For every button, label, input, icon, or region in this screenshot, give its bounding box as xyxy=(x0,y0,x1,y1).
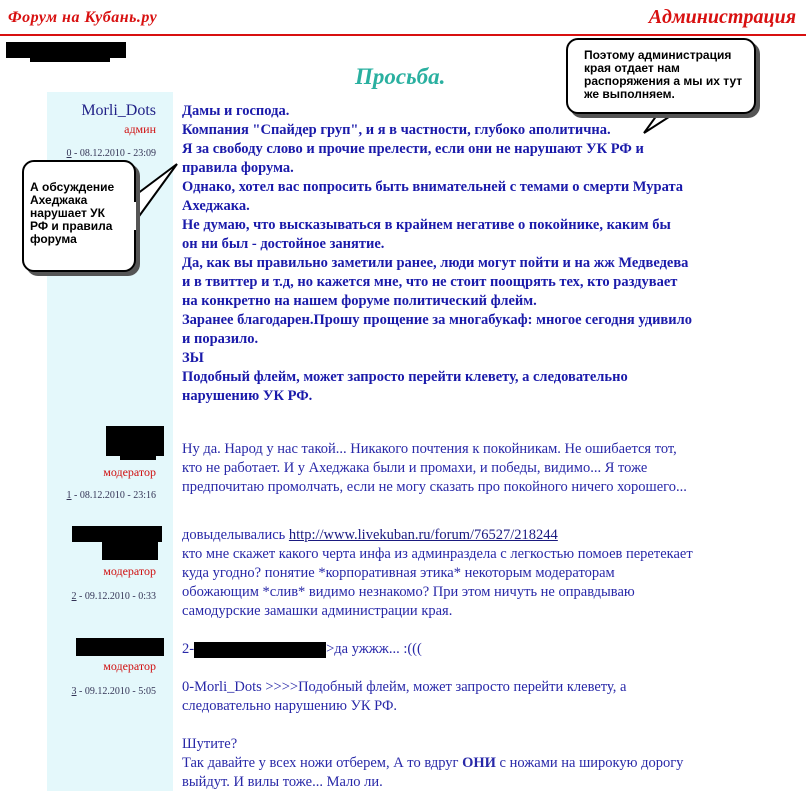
post-line: Я за свободу слово и прочие прелести, если они не нарушают УК РФ и xyxy=(182,141,644,157)
post-line: Не думаю, что высказываться в крайнем негативе о покойнике, каким бы xyxy=(182,217,671,233)
post-author-name[interactable]: Morli_Dots xyxy=(81,102,156,119)
post-number-link[interactable]: 1 xyxy=(66,490,72,501)
post-body xyxy=(182,440,782,497)
annotation-callout-top xyxy=(566,38,756,114)
post-line: Компания "Спайдер груп", и я в частности, глубоко аполитична. xyxy=(182,122,611,138)
post-date: 08.12.2010 - 23:16 xyxy=(79,490,156,501)
annotation-text: Поэтому администрация края отдает нам распоряжения а мы их тут же выполняем. xyxy=(584,48,743,101)
post-author-role: модератор xyxy=(103,659,156,673)
post-line: самодурские замашки администрации края. xyxy=(182,603,453,619)
quote-prefix: 2- xyxy=(182,641,195,657)
post-line: нарушению УК РФ. xyxy=(182,388,313,404)
reply-line: Шутите? xyxy=(182,736,238,752)
post-date: 08.12.2010 - 23:09 xyxy=(79,148,156,159)
post-body xyxy=(182,526,782,621)
post-line: Ахеджака. xyxy=(182,198,250,214)
redacted-author-name xyxy=(76,638,164,656)
post-line: Подобный флейм, может запросто перейти клевету, а следовательно xyxy=(182,369,628,385)
post-line: Да, как вы правильно заметили ранее, люди могут пойти и на жж Медведева xyxy=(182,255,689,271)
post-line: кто мне скажет какого черта инфа из админраздела с легкостью помоев перетекает xyxy=(182,546,693,562)
post-line: Заранее благодарен.Прошу прощение за многабукаф: многое сегодня удивило xyxy=(182,312,692,328)
header-divider xyxy=(0,34,806,36)
annotation-text: А обсуждение Ахеджака нарушает УК РФ и правила форума xyxy=(30,180,115,246)
redaction-block xyxy=(30,54,110,62)
post-line: кто не работает. И у Ахеджака были и промахи, и победы, видимо... Я тоже xyxy=(182,460,648,476)
redacted-author-name xyxy=(102,540,158,560)
post-meta: 2 - 09.12.2010 - 0:33 xyxy=(71,591,156,602)
post-body xyxy=(182,640,782,792)
quote2-line: следовательно нарушению УК РФ. xyxy=(182,698,398,714)
post-meta: 0 - 08.12.2010 - 23:09 xyxy=(66,148,156,159)
reply-text: Так давайте у всех ножи отберем, А то вдруг xyxy=(182,755,463,771)
post-line: куда угодно? понятие *корпоративная этика* некоторым модераторам xyxy=(182,565,615,581)
post-link[interactable]: http://www.livekuban.ru/forum/76527/218244 xyxy=(288,527,558,543)
quote2-line: 0-Morli_Dots >>>>Подобный флейм, может запросто перейти клевету, а xyxy=(182,679,627,695)
post-line: и в твиттер и т.д, но кажется мне, что не стоит поощрять тех, кто раздувает xyxy=(182,274,678,290)
post-line: Дамы и господа. xyxy=(182,103,290,119)
post-number-link[interactable]: 2 xyxy=(71,591,77,602)
reply-text: с ножами на широкую дорогу xyxy=(495,755,684,771)
post-date: 09.12.2010 - 5:05 xyxy=(84,686,156,697)
post-date: 09.12.2010 - 0:33 xyxy=(84,591,156,602)
post-line: он ни был - достойное занятие. xyxy=(182,236,385,252)
quote-text: >да ужжж... :((( xyxy=(326,641,422,657)
redacted-quote-author xyxy=(194,642,326,658)
post-author-role: админ xyxy=(124,122,156,136)
post-line: предпочитаю промолчать, если не могу сказать про покойного ничего хорошего... xyxy=(182,479,687,495)
reply-emphasis: ОНИ xyxy=(462,755,496,771)
post-text: довыделывались xyxy=(182,527,289,543)
callout-tail-joint xyxy=(672,106,700,112)
post-line: и поразило. xyxy=(182,331,259,347)
post-line: ЗЫ xyxy=(182,350,204,366)
post-line: обожающим *слив* видимо незнакомо? При этом ничуть не оправдываю xyxy=(182,584,635,600)
topic-title: Просьба. xyxy=(355,64,446,89)
post-line: Однако, хотел вас попросить быть внимательней с темами о смерти Мурата xyxy=(182,179,684,195)
post-author-role: модератор xyxy=(103,465,156,479)
post-line: на конкретно на нашем форуме политический флейм. xyxy=(182,293,537,309)
post-author-role: модератор xyxy=(103,564,156,578)
post-body xyxy=(182,102,762,406)
post-meta: 3 - 09.12.2010 - 5:05 xyxy=(71,686,156,697)
annotation-callout-left xyxy=(22,160,136,272)
section-title[interactable]: Администрация xyxy=(648,6,796,28)
reply-line: выйдут. И вилы тоже... Мало ли. xyxy=(182,774,383,790)
post-meta: 1 - 08.12.2010 - 23:16 xyxy=(66,490,156,501)
post-number-link[interactable]: 0 xyxy=(66,148,72,159)
callout-tail-joint xyxy=(128,202,136,230)
post-number-link[interactable]: 3 xyxy=(71,686,77,697)
site-title[interactable]: Форум на Кубань.ру xyxy=(8,9,158,26)
post-line: правила форума. xyxy=(182,160,294,176)
redacted-author-name xyxy=(120,452,156,460)
post-line: Ну да. Народ у нас такой... Никакого почтения к покойникам. Не ошибается тот, xyxy=(182,441,677,457)
